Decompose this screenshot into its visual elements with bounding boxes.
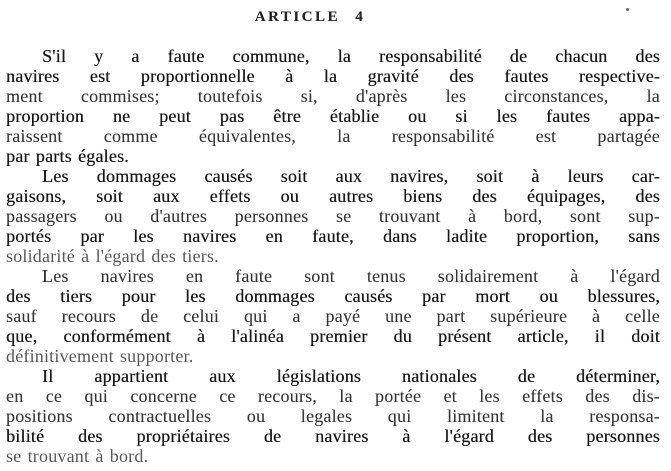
text-line: solidarité à l'égard des tiers.	[6, 246, 219, 266]
text-line: proportion ne peut pas être établie ou si les fautes appa-	[6, 106, 660, 126]
paragraph-3	[6, 266, 660, 366]
text-line: Les navires en faute sont tenus solidairement à l'égard	[42, 266, 660, 286]
text-line: que, conformément à l'alinéa premier du présent article, il doit	[6, 326, 660, 346]
text-line: passagers ou d'autres personnes se trouvant à bord, sont sup-	[6, 206, 660, 226]
text-line: ment commises; toutefois si, d'après les circonstances, la	[6, 86, 660, 106]
paragraph-2	[6, 166, 660, 266]
text-line: S'il y a faute commune, la responsabilité de chacun des	[42, 46, 660, 66]
text-line: bilité des propriétaires de navires à l'égard des personnes	[6, 426, 660, 446]
text-line: sauf recours de celui qui a payé une part supérieure à celle	[6, 306, 660, 326]
text-line: en ce qui concerne ce recours, la portée et les effets des dis-	[6, 386, 660, 406]
text-line: Les dommages causés soit aux navires, soit à leurs car-	[42, 166, 660, 186]
text-line: par parts égales.	[6, 146, 129, 166]
text-line: positions contractuelles ou legales qui limitent la responsa-	[6, 406, 660, 426]
paragraph-4	[6, 366, 660, 466]
text-line: navires est proportionnelle à la gravité des fautes respective-	[6, 66, 660, 86]
text-line: gaisons, soit aux effets ou autres biens des équipages, des	[6, 186, 660, 206]
text-line: se trouvant à bord.	[6, 446, 149, 466]
text-line: Il appartient aux législations nationales de déterminer,	[42, 366, 660, 386]
ink-speck	[626, 8, 629, 11]
text-line: portés par les navires en faute, dans ladite proportion, sans	[6, 226, 660, 246]
paragraph-1	[6, 46, 660, 166]
text-line: raissent comme équivalentes, la responsabilité est partagée	[6, 126, 660, 146]
text-line: des tiers pour les dommages causés par mort ou blessures,	[6, 286, 660, 306]
text-line: définitivement supporter.	[6, 346, 194, 366]
article-title: ARTICLE 4	[254, 9, 366, 25]
